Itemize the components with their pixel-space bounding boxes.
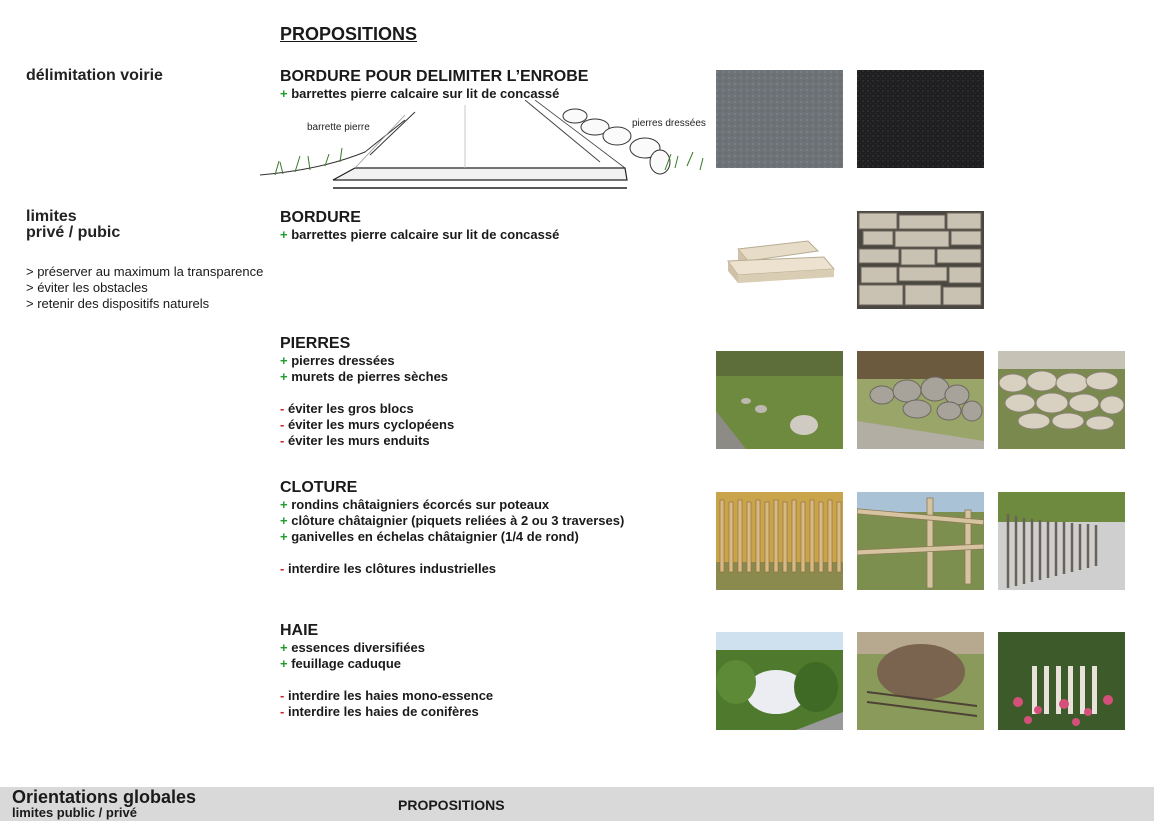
item-text: éviter les murs enduits: [287, 433, 430, 448]
minus-sign: -: [280, 401, 285, 416]
section-title: BORDURE POUR DELIMITER L’ENROBE: [280, 68, 589, 85]
item-text: interdire les clôtures industrielles: [287, 561, 497, 576]
minus-sign: -: [280, 561, 285, 576]
delimitation-voirie-heading: délimitation voirie: [26, 67, 163, 84]
photo-ganivelle-fence: [998, 492, 1125, 590]
item-text: feuillage caduque: [291, 656, 402, 671]
item-text: ganivelles en échelas châtaignier (1/4 de rond): [291, 529, 579, 544]
list-item: [280, 513, 624, 529]
list-item: [280, 401, 454, 417]
list-item: [280, 353, 454, 369]
item-text: barrettes pierre calcaire sur lit de concassé: [291, 227, 560, 242]
plus-sign: +: [280, 529, 288, 544]
list-item: [280, 656, 493, 672]
plus-sign: +: [280, 369, 288, 384]
limites-line1: limites: [26, 208, 77, 225]
photo-standing-stones: [716, 351, 843, 449]
item-text: interdire les haies de conifères: [287, 704, 479, 719]
item-text: pierres dressées: [291, 353, 395, 368]
list-item: [280, 433, 454, 449]
photo-stacked-stones: [857, 211, 984, 309]
section-title: HAIE: [280, 622, 319, 639]
photo-flowering-hedge: [998, 632, 1125, 730]
section-title: PIERRES: [280, 335, 351, 352]
list-item: [280, 688, 493, 704]
list-item: [280, 227, 559, 243]
plus-sign: +: [280, 640, 288, 655]
item-text: essences diversifiées: [291, 640, 425, 655]
item-text: rondins châtaigniers écorcés sur poteaux: [291, 497, 550, 512]
footer-title: Orientations globales: [12, 787, 197, 807]
sketch-label-left: barrette pierre: [307, 122, 370, 133]
minus-sign: -: [280, 704, 285, 719]
plus-sign: +: [280, 513, 288, 528]
photo-log-rail-fence: [857, 492, 984, 590]
section-haie: [280, 622, 493, 720]
road-edge-sketch: [255, 100, 715, 200]
plus-sign: +: [280, 497, 288, 512]
photo-light-asphalt: [716, 70, 843, 168]
footer-subtitle: limites public / privé: [12, 805, 137, 820]
principle-item: > éviter les obstacles: [26, 280, 148, 295]
principle-item: > retenir des dispositifs naturels: [26, 296, 210, 311]
photo-dark-asphalt: [857, 70, 984, 168]
limites-heading: [26, 209, 120, 241]
photo-mixed-hedge: [716, 632, 843, 730]
list-item: [280, 417, 454, 433]
photo-stone-bars: [716, 211, 843, 309]
minus-sign: -: [280, 688, 285, 703]
photo-dry-stone-low-wall: [857, 351, 984, 449]
item-text: murets de pierres sèches: [291, 369, 449, 384]
section-bordure: [280, 209, 559, 243]
principles-list: [26, 264, 263, 312]
section-pierres: [280, 335, 454, 449]
plus-sign: +: [280, 353, 288, 368]
list-item: [280, 369, 454, 385]
plus-sign: +: [280, 227, 288, 242]
principle-item: > préserver au maximum la transparence: [26, 264, 264, 279]
item-text: interdire les haies mono-essence: [287, 688, 494, 703]
list-item: [280, 497, 624, 513]
section-cloture: [280, 479, 624, 577]
limites-line2: privé / pubic: [26, 224, 121, 241]
item-text: clôture châtaignier (piquets reliées à 2 ou 3 traverses): [291, 513, 625, 528]
item-text: barrettes pierre calcaire sur lit de concassé: [291, 86, 560, 101]
list-item: [280, 640, 493, 656]
footer-propositions: PROPOSITIONS: [398, 797, 505, 813]
list-item: [280, 561, 624, 577]
minus-sign: -: [280, 417, 285, 432]
item-text: éviter les murs cyclopéens: [287, 417, 455, 432]
plus-sign: +: [280, 86, 288, 101]
plus-sign: +: [280, 656, 288, 671]
photo-dry-stone-wall: [998, 351, 1125, 449]
sketch-label-right: pierres dressées: [632, 118, 706, 129]
photo-chestnut-paling: [716, 492, 843, 590]
minus-sign: -: [280, 433, 285, 448]
photo-hedge-with-fence: [857, 632, 984, 730]
item-text: éviter les gros blocs: [287, 401, 414, 416]
list-item: [280, 704, 493, 720]
section-title: BORDURE: [280, 209, 361, 226]
list-item: [280, 529, 624, 545]
section-bordure-enrobe: [280, 68, 588, 102]
page-title: PROPOSITIONS: [280, 24, 418, 44]
section-title: CLOTURE: [280, 479, 358, 496]
